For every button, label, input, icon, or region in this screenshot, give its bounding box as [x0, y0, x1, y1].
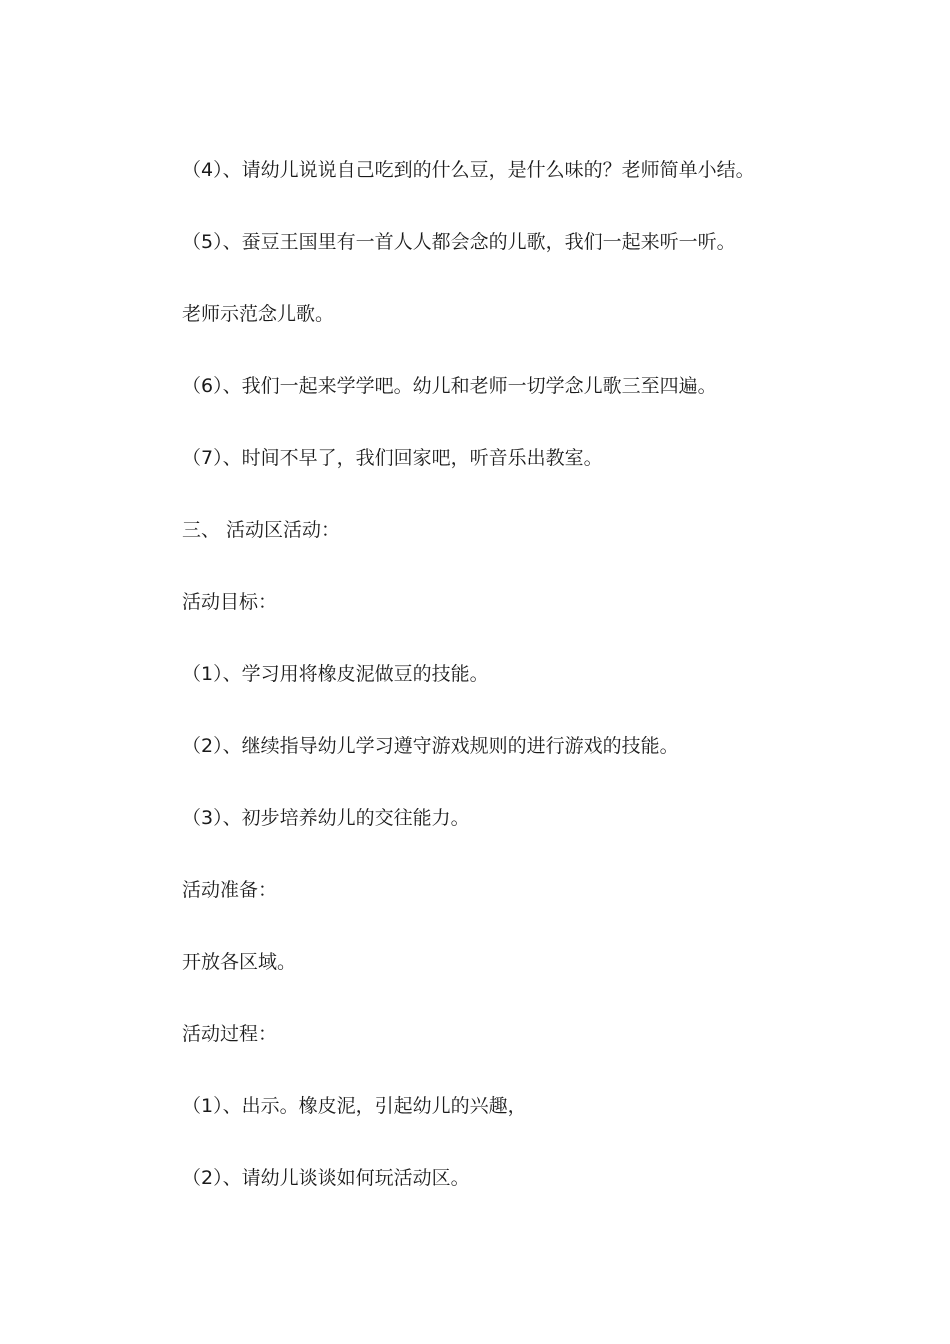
subheading-activity-prep: 活动准备：	[182, 879, 278, 901]
paragraph-step-6: （6）、我们一起来学学吧。幼儿和老师一切学念儿歌三至四遍。	[182, 375, 717, 397]
subheading-activity-process: 活动过程：	[182, 1023, 278, 1045]
paragraph-goal-2: （2）、继续指导幼儿学习遵守游戏规则的进行游戏的技能。	[182, 735, 679, 757]
paragraph-step-5: （5）、蚕豆王国里有一首人人都会念的儿歌，我们一起来听一听。	[182, 231, 736, 253]
paragraph-step-4: （4）、请幼儿说说自己吃到的什么豆，是什么味的？老师简单小结。	[182, 159, 755, 181]
paragraph-prep: 开放各区域。	[182, 951, 297, 973]
paragraph-process-2: （2）、请幼儿谈谈如何玩活动区。	[182, 1167, 470, 1189]
section-heading-activity-area: 三、 活动区活动：	[182, 519, 341, 541]
paragraph-goal-1: （1）、学习用将橡皮泥做豆的技能。	[182, 663, 489, 685]
paragraph-step-7: （7）、时间不早了，我们回家吧，听音乐出教室。	[182, 447, 603, 469]
paragraph-teacher-demo: 老师示范念儿歌。	[182, 303, 335, 325]
paragraph-process-1: （1）、出示。橡皮泥，引起幼儿的兴趣，	[182, 1095, 527, 1117]
paragraph-goal-3: （3）、初步培养幼儿的交往能力。	[182, 807, 470, 829]
subheading-activity-goals: 活动目标：	[182, 591, 278, 613]
